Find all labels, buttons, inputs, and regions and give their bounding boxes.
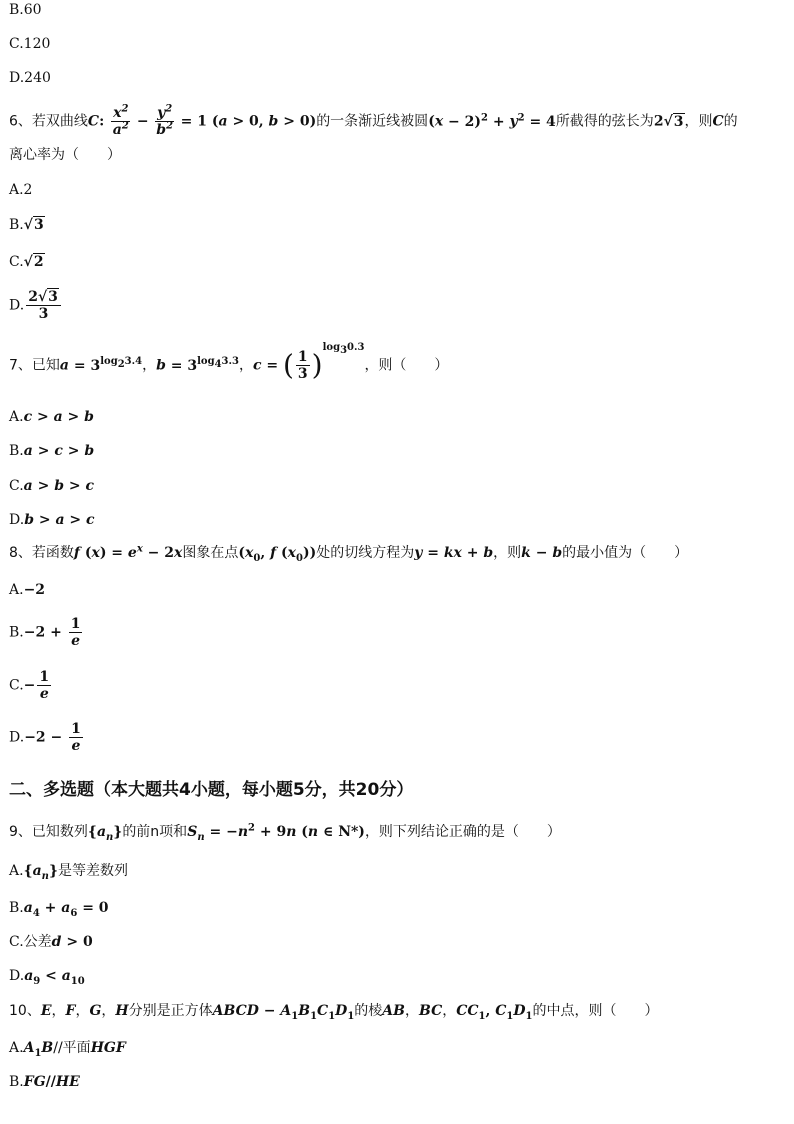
question-7-stem: 7、已知$a = 3^{log_23.4}$，$b = 3^{log_43.3}$，c = ( $\frac{1}{3}$ )$^{log_30.3}$，则（ ） [9,341,449,382]
question-8-option-d: D.−2 − $\frac{1}{e}$ [9,721,81,754]
question-9-option-c: C.公差d > 0 [9,934,93,950]
question-10-stem: 10、E，F，G，H分别是正方体ABCD − $A_1B_1C_1D_1$的棱AB，BC，$CC_1$, $C_1D_1$的中点，则（ ） [9,1003,659,1022]
question-9-stem: 9、已知数列$\{a_n\}$的前n项和$S_n = -n^2 + 9n$ (n ∈ N*)，则下列结论正确的是（ ） [9,822,561,843]
question-8-option-a: A.−2 [9,582,46,598]
question-7-option-b: B.a > c > b [9,443,95,459]
question-7-option-a: A.c > a > b [9,409,94,425]
question-10-option-a: $A.A_1B//$平面HGF [9,1040,126,1059]
option-d-prev: D.240 [9,70,51,86]
option-c-prev: C.120 [9,36,51,52]
question-6-option-c: C.√2 [9,254,44,270]
question-6-option-d: D. $\frac{2√3}{3}$ [9,290,63,321]
question-6-line2: 离心率为（ ） [9,147,121,163]
question-9-option-b: $B.a_4 + a_6 = 0$ [9,900,109,919]
question-6-option-b: B.√3 [9,217,44,233]
question-7-option-c: C.a > b > c [9,478,95,494]
question-10-option-b: B.FG//HE [9,1074,80,1090]
question-8-option-c: C.− $\frac{1}{e}$ [9,669,50,702]
option-b-prev: B.60 [9,2,42,18]
question-8-stem: 8、若函数f $(x) = e^x - 2x$图象在点($x_0$, f $(x_0)$)处的切线方程为y = kx + b，则k − b的最小值为（ ） [9,543,689,564]
question-6-option-a: A.2 [9,182,33,198]
question-9-option-d: $D.a_9 < a_{10}$ [9,968,85,987]
section-2-title: 二、多选题（本大题共4小题，每小题5分，共20分） [9,780,414,800]
question-6-stem: 6、若双曲线C: $\frac{x^2}{a^2}$ − $\frac{y^2}{b^2}$ = 1 (a > 0, b > 0)的一条渐近线被圆$(x - 2)^2 + y^2 = 4$所截得的弦长为2√3，则C的 [9,103,738,138]
question-7-option-d: D.b > a > c [9,512,95,528]
question-8-option-b: B.−2 + $\frac{1}{e}$ [9,616,81,649]
question-9-option-a: $A.\{a_n\}$是等差数列 [9,863,128,882]
